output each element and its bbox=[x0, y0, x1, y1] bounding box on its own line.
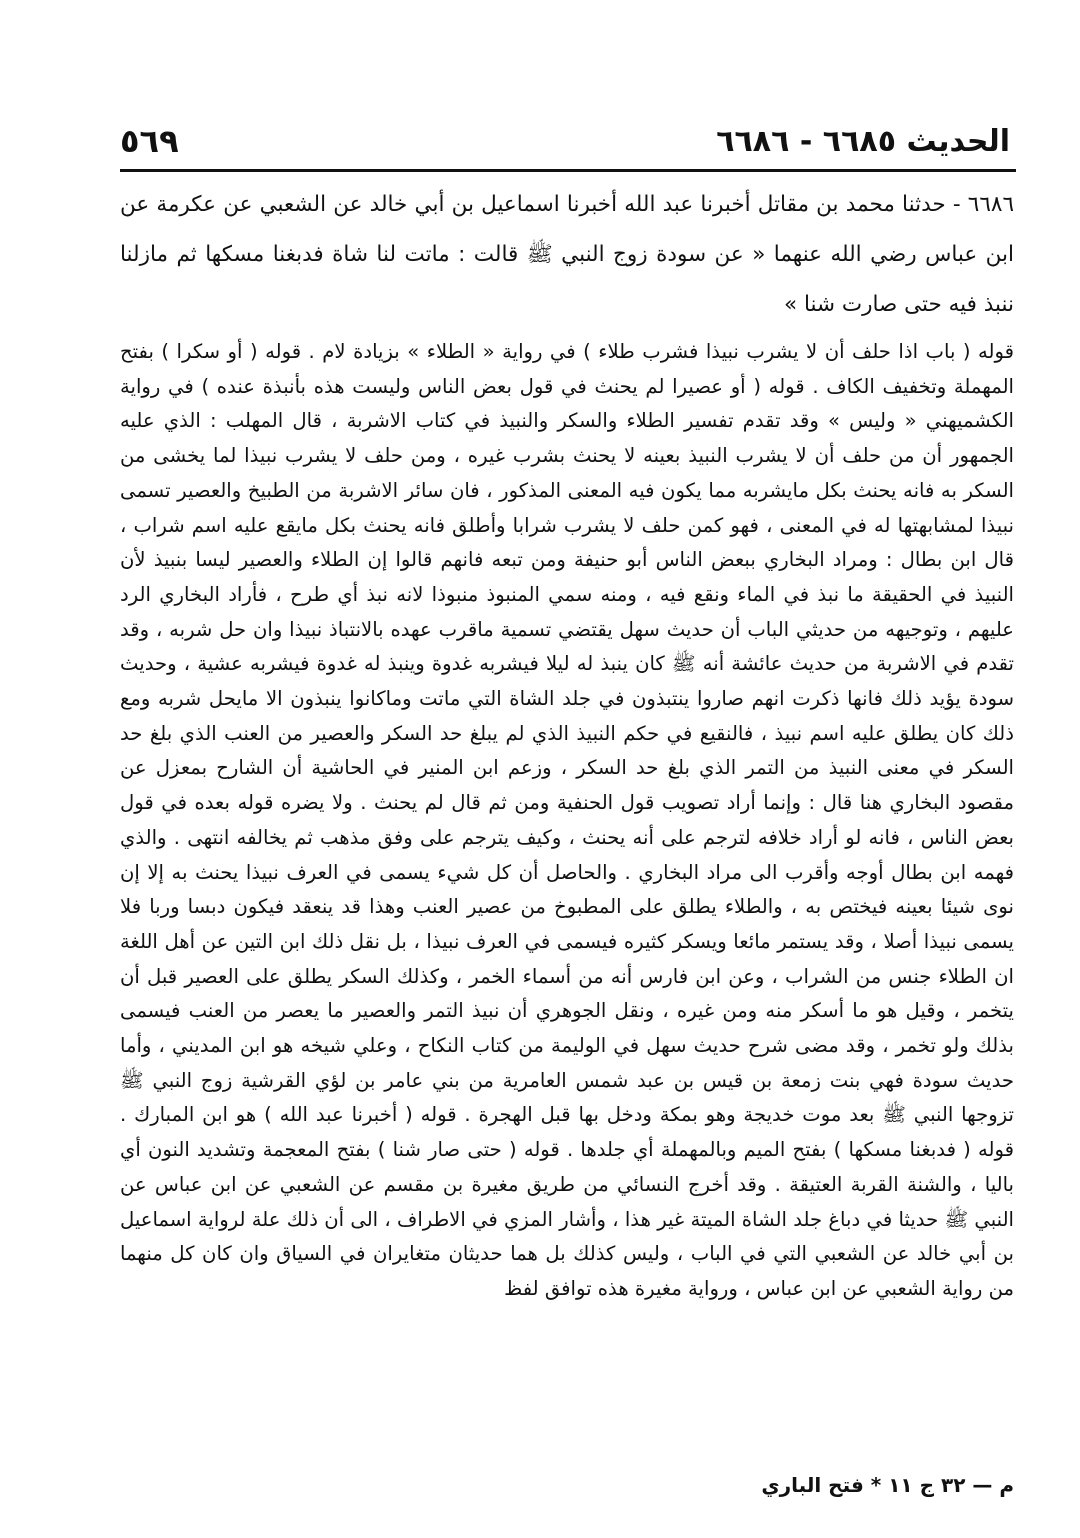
page-footer bbox=[120, 1465, 1014, 1505]
running-title: الحديث ٦٦٨٥ - ٦٦٨٦ bbox=[716, 123, 1010, 159]
page-number: ٥٦٩ bbox=[120, 122, 179, 160]
commentary-block bbox=[120, 335, 1014, 1307]
hadith-text-block bbox=[120, 180, 1014, 330]
hadith-text: ٦٦٨٦ - حدثنا محمد بن مقاتل أخبرنا عبد الله أخبرنا اسماعيل بن أبي خالد عن الشعبي عن عكرمة عن ابن عباس رضي الله عنهما « عن سودة زوج النبي ﷺ قالت : ماتت لنا شاة فدبغنا مسكها ثم مازلنا ننبذ فيه حتى صارت شنا » bbox=[120, 192, 1014, 317]
footer-signature: م — ٣٢ ج ١١ * فتح الباري bbox=[761, 1473, 1014, 1497]
page-header bbox=[120, 115, 1010, 167]
header-rule bbox=[120, 169, 1016, 172]
commentary-paragraph: قوله ( باب اذا حلف أن لا يشرب نبيذا فشرب طلاء ) في رواية « الطلاء » بزيادة لام . قوله ( أو سكرا ) بفتح المهملة وتخفيف الكاف . قوله ( أو عصيرا لم يحنث في قول بعض الناس وليست هذه بأنبذة عنده ) في رواية الكشميهني « وليس » وقد تقدم تفسير الطلاء والسكر والنبيذ في كتاب الاشربة ، قال المهلب : الذي عليه الجمهور أن من حلف أن لا يشرب النبيذ بعينه لا يحنث بشرب غيره ، ومن حلف لا يشرب نبيذا لما يخشى من السكر به فانه يحنث بكل مايشربه مما يكون فيه المعنى المذكور ، فان سائر الاشربة من الطبيخ والعصير تسمى نبيذا لمشابهتها له في المعنى ، فهو كمن حلف لا يشرب شرابا وأطلق فانه يحنث بكل مايقع عليه اسم شراب ، قال ابن بطال : ومراد البخاري ببعض الناس أبو حنيفة ومن تبعه فانهم قالوا إن الطلاء والعصير ليسا بنبيذ لأن النبيذ في الحقيقة ما نبذ في الماء ونقع فيه ، ومنه سمي المنبوذ منبوذا لانه نبذ أي طرح ، فأراد البخاري الرد عليهم ، وتوجيهه من حديثي الباب أن حديث سهل يقتضي تسمية ماقرب عهده بالانتباذ نبيذا وان حل شربه ، وقد تقدم في الاشربة من حديث عائشة أنه ﷺ كان ينبذ له ليلا فيشربه غدوة وينبذ له غدوة فيشربه عشية ، وحديث سودة يؤيد ذلك فانها ذكرت انهم صاروا ينتبذون في جلد الشاة التي ماتت وماكانوا ينبذون الا مايحل شربه ومع ذلك كان يطلق عليه اسم نبيذ ، فالنقيع في حكم النبيذ الذي لم يبلغ حد السكر والعصير من العنب الذي بلغ حد السكر في معنى النبيذ من التمر الذي بلغ حد السكر ، وزعم ابن المنير في الحاشية أن الشارح بمعزل عن مقصود البخاري هنا قال : وإنما أراد تصويب قول الحنفية ومن ثم قال لم يحنث . ولا يضره قوله بعده في قول بعض الناس ، فانه لو أراد خلافه لترجم على أنه يحنث ، وكيف يترجم على وفق مذهب ثم يخالفه انتهى . والذي فهمه ابن بطال أوجه وأقرب الى مراد البخاري . والحاصل أن كل شيء يسمى في العرف نبيذا يحنث به إلا إن نوى شيئا بعينه فيختص به ، والطلاء يطلق على المطبوخ من عصير العنب وهذا قد ينعقد فيكون دبسا وربا فلا يسمى نبيذا أصلا ، وقد يستمر مائعا ويسكر كثيره فيسمى في العرف نبيذا ، بل نقل ذلك ابن التين عن أهل اللغة ان الطلاء جنس من الشراب ، وعن ابن فارس أنه من أسماء الخمر ، وكذلك السكر يطلق على العصير قبل أن يتخمر ، وقيل هو ما أسكر منه ومن غيره ، ونقل الجوهري أن نبيذ التمر والعصير ما يعصر من العنب فيسمى بذلك ولو تخمر ، وقد مضى شرح حديث سهل في الوليمة من كتاب النكاح ، وعلي شيخه هو ابن المديني ، وأما حديث سودة فهي بنت زمعة بن قيس بن عبد شمس العامرية من بني عامر بن لؤي القرشية زوج النبي ﷺ تزوجها النبي ﷺ بعد موت خديجة وهو بمكة ودخل بها قبل الهجرة . قوله ( أخبرنا عبد الله ) هو ابن المبارك . قوله ( فدبغنا مسكها ) بفتح الميم وبالمهملة أي جلدها . قوله ( حتى صار شنا ) بفتح المعجمة وتشديد النون أي باليا ، والشنة القربة العتيقة . وقد أخرج النسائي من طريق مغيرة بن مقسم عن الشعبي عن ابن عباس عن النبي ﷺ حديثا في دباغ جلد الشاة الميتة غير هذا ، وأشار المزي في الاطراف ، الى أن ذلك علة لرواية اسماعيل بن أبي خالد عن الشعبي التي في الباب ، وليس كذلك بل هما حديثان متغايران في السياق وان كان كل منهما من رواية الشعبي عن ابن عباس ، ورواية مغيرة هذه توافق لفظ bbox=[120, 340, 1014, 1300]
